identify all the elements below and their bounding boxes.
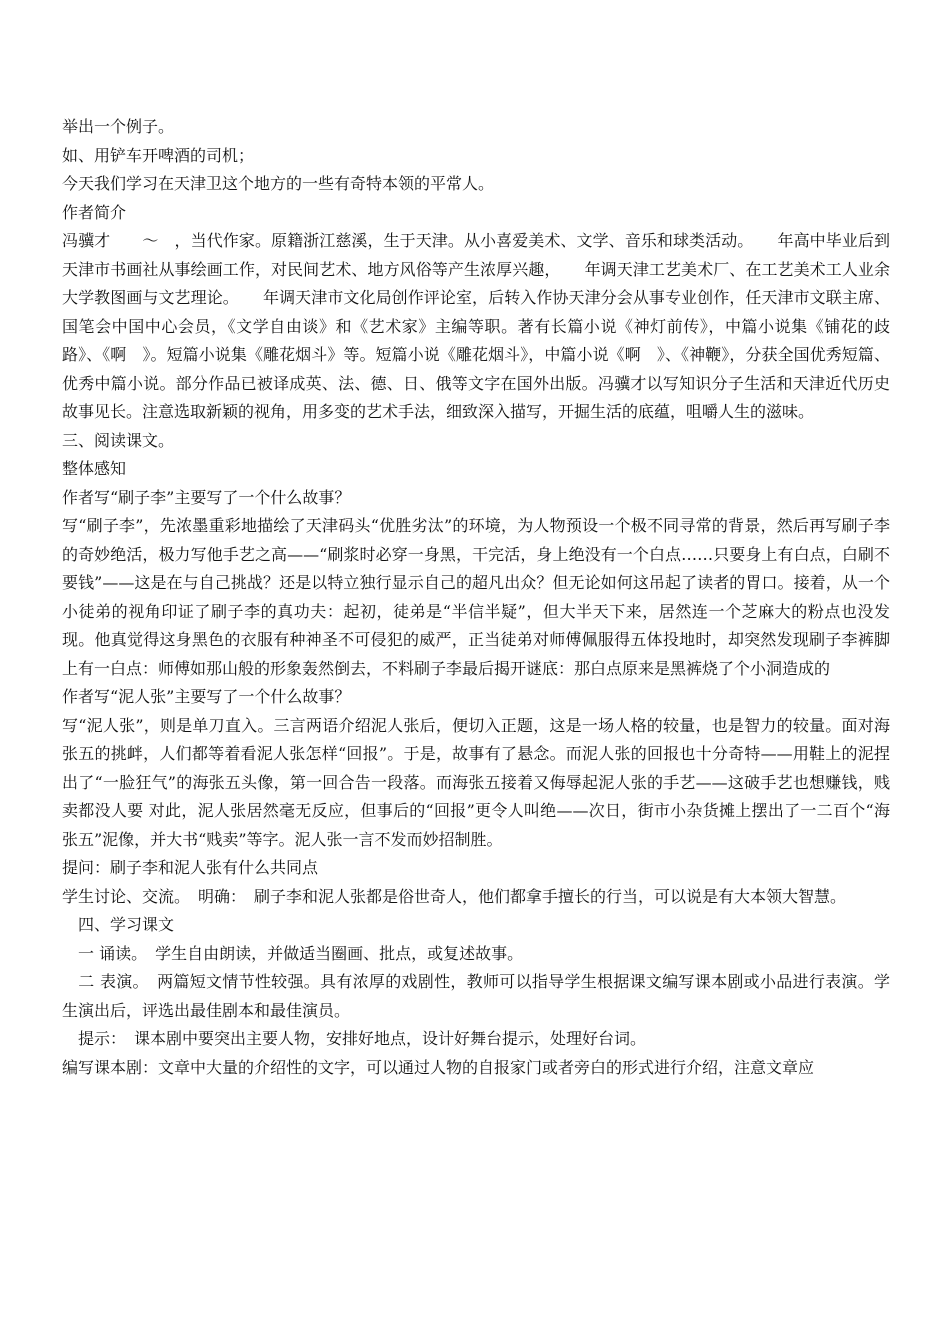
- section-heading-author: 作者简介: [62, 202, 127, 222]
- question-nirenzhang: 作者写“泥人张”主要写了一个什么故事？: [62, 687, 351, 706]
- text-line-example-forklift: 如、用铲车开啤酒的司机；: [62, 145, 255, 165]
- paragraph-nirenzhang: 写“泥人张”，则是单刀直入。三言两语介绍泥人张后，便切入正题，这是一场人格的较量，也是智力的较量。面对海张五的挑衅，人们都等着看泥人张怎样“回报”。于是，故事有了悬念。而泥人张的回报也十分奇特——用鞋上的泥捏出了“一脸狂气”的海张五头像，第一回合告一段落。而海张五接着又侮辱起泥人张的手艺——这破手艺也想赚钱，贱卖都没人要 对此，泥人张居然毫无反应，但事后的“回报”更令人叫绝——次日，街市小杂货摊上摆出了一二百个“海张五”泥像，并大书“贱卖”等字。泥人张一言不发而妙招制胜。: [62, 715, 890, 849]
- item-perform: 二 表演。 两篇短文情节性较强。具有浓厚的戏剧性，教师可以指导学生根据课文编写课本剧或小品进行表演。学生演出后，评选出最佳剧本和最佳演员。: [62, 972, 890, 1020]
- question-common: 提问：刷子李和泥人张有什么共同点: [62, 858, 319, 877]
- paragraph-shuazili: 写“刷子李”，先浓墨重彩地描绘了天津码头“优胜劣汰”的环境，为人物预设一个极不同寻常的背景，然后再写刷子李的奇妙绝活，极力写他手艺之高——“刷浆时必穿一身黑，干完活，身上绝没有一个白点……只要身上有白点，白刷不要钱”——这是在与自己挑战？还是以特立独行显示自己的超凡出众？但无论如何这吊起了读者的胃口。接着，从一个小徒弟的视角印证了刷子李的真功夫：起初，徒弟是“半信半疑”，但大半天下来，居然连一个芝麻大的粉点也没发现。他真觉得这身黑色的衣服有种神圣不可侵犯的威严，正当徒弟对师傅佩服得五体投地时，却突然发现刷子李裤脚上有一白点：师傅如那山般的形象轰然倒去，不料刷子李最后揭开谜底：那白点原来是黑裤烧了个小洞造成的: [62, 516, 890, 678]
- section-heading-study: 四、学习课文: [62, 915, 175, 934]
- item-recite: 一 诵读。 学生自由朗读，并做适当圈画、批点，或复述故事。: [62, 943, 524, 963]
- subheading-overall: 整体感知: [62, 459, 127, 478]
- paragraph-author-bio: 冯骥才 ～ ，当代作家。原籍浙江慈溪，生于天津。从小喜爱美术、文学、音乐和球类活动。 年高中毕业后到天津市书画社从事绘画工作，对民间艺术、地方风俗等产生浓厚兴趣， 年调天津工艺美术厂、在工艺美术工人业余大学教图画与文艺理论。 年调天津市文化局创作评论室，后转入作协天津分会从事专业创作，任天津市文联主席、国笔会中国中心会员，《文学自由谈》和《艺术家》主编等职。著有长篇小说《神灯前传》，中篇小说集《铺花的歧路》、《啊 》。短篇小说集《雕花烟斗》等。短篇小说《雕花烟斗》，中篇小说《啊 》、《神鞭》，分获全国优秀短篇、优秀中篇小说。部分作品已被译成英、法、德、日、俄等文字在国外出版。冯骥才以写知识分子生活和天津近代历史故事见长。注意选取新颖的视角，用多变的艺术手法，细致深入描写，开掘生活的底蕴，咀嚼人生的滋味。: [62, 231, 890, 421]
- text-line-intro: 今天我们学习在天津卫这个地方的一些有奇特本领的平常人。: [62, 174, 495, 193]
- section-heading-reading: 三、阅读课文。: [62, 430, 175, 450]
- paragraph-discussion: 学生讨论、交流。 明确： 刷子李和泥人张都是俗世奇人，他们都拿手擅长的行当，可以说是有大本领大智慧。: [62, 886, 847, 906]
- document-page: [62, 113, 890, 1082]
- question-shuazili: 作者写“刷子李”主要写了一个什么故事？: [62, 487, 351, 507]
- text-line-example-prompt: 举出一个例子。: [62, 117, 175, 136]
- paragraph-script-writing: 编写课本剧：文章中大量的介绍性的文字，可以通过人物的自报家门或者旁白的形式进行介绍，注意文章应: [62, 1057, 815, 1077]
- item-hint: 提示： 课本剧中要突出主要人物，安排好地点，设计好舞台提示，处理好台词。: [62, 1029, 647, 1048]
